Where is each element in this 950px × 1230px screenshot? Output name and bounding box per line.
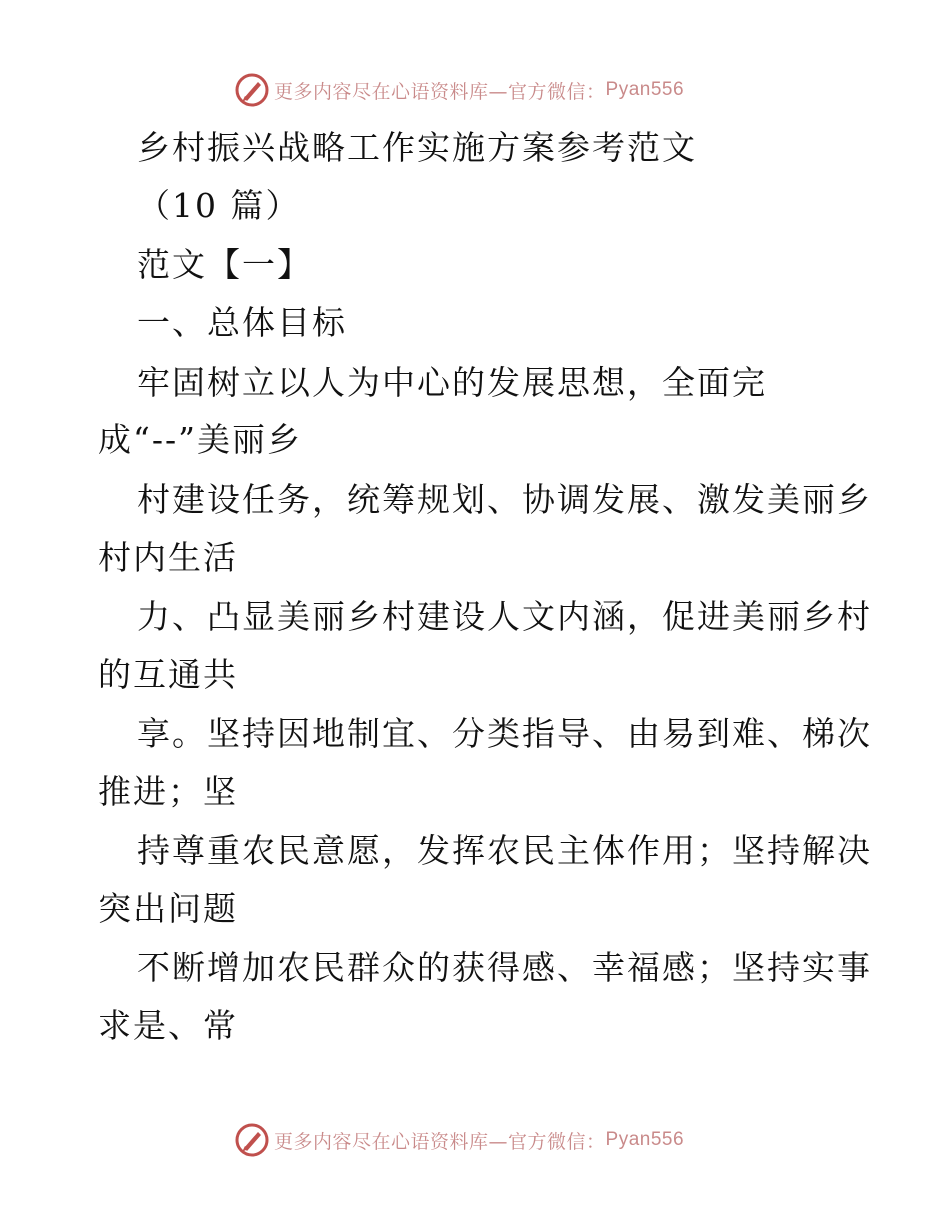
paragraph-line: 村内生活 [98,538,238,577]
watermark-wechat-id: Pyan556 [605,1129,685,1150]
paragraph-line: 突出问题 [98,889,238,928]
paragraph-line: 享。坚持因地制宜、分类指导、由易到难、梯次 [137,714,872,753]
footer-watermark [234,1120,684,1160]
document-subtitle: （10 篇） [137,186,301,225]
paragraph-line: 牢固树立以人为中心的发展思想，全面完 [137,363,767,402]
pen-logo-icon [234,1122,270,1158]
document-title: 乡村振兴战略工作实施方案参考范文 [137,128,697,167]
paragraph-line: 成“--”美丽乡 [98,420,303,459]
paragraph-line: 求是、常 [98,1006,238,1045]
paragraph-line: 的互通共 [98,655,238,694]
section-heading: 范文【一】 [137,245,312,284]
watermark-text: 更多内容尽在心语资料库—官方微信： [274,80,606,103]
paragraph-line: 持尊重农民意愿，发挥农民主体作用；坚持解决 [137,831,872,870]
paragraph-line: 力、凸显美丽乡村建设人文内涵，促进美丽乡村 [137,597,872,636]
paragraph-line: 村建设任务，统筹规划、协调发展、激发美丽乡 [137,480,872,519]
paragraph-line: 推进；坚 [98,772,238,811]
paragraph-line: 不断增加农民群众的获得感、幸福感；坚持实事 [137,948,872,987]
header-watermark [234,70,684,110]
watermark-wechat-id: Pyan556 [605,79,685,100]
pen-logo-icon [234,72,270,108]
watermark-text: 更多内容尽在心语资料库—官方微信： [274,1130,606,1153]
subsection-heading: 一、总体目标 [137,303,347,342]
